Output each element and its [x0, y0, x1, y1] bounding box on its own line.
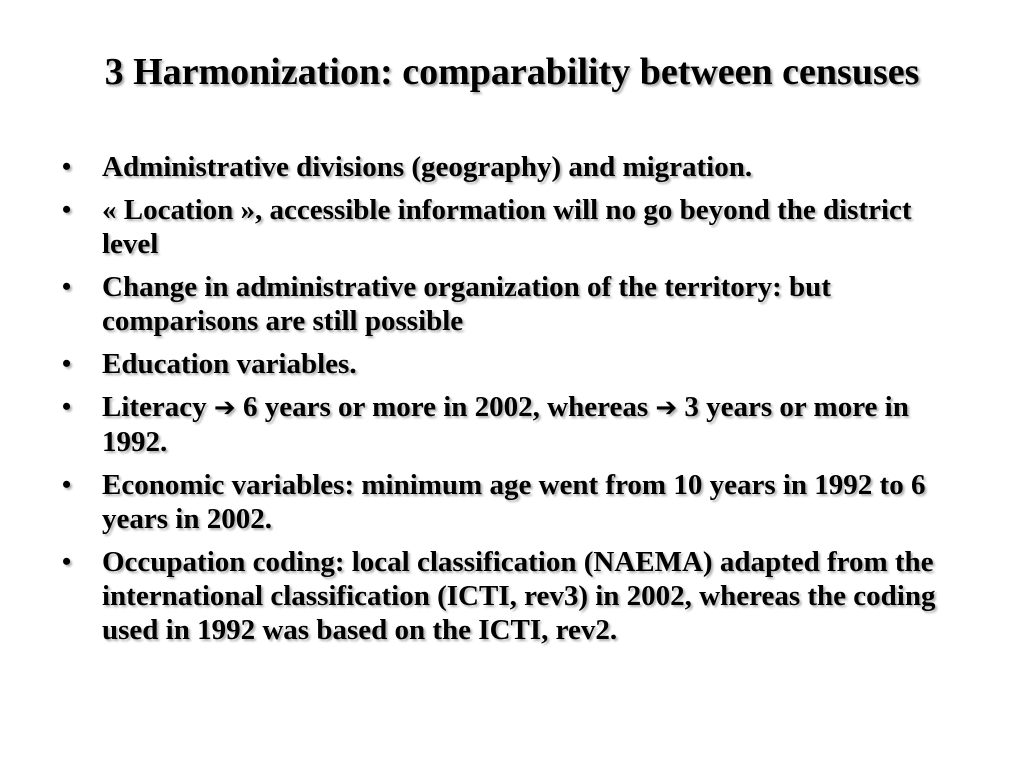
bullet-icon: •	[62, 392, 72, 421]
bullet-item-administrative-divisions	[60, 150, 970, 184]
bullet-text: Administrative divisions (geography) and migration.	[102, 151, 753, 183]
bullet-text: « Location », accessible information will no go beyond the district level	[102, 194, 912, 260]
bullet-text: Change in administrative organization of the territory: but comparisons are still possible	[102, 271, 831, 337]
bullet-item-occupation-coding	[60, 545, 970, 647]
bullet-text: Occupation coding: local classification (NAEMA) adapted from the international classification (ICTI, rev3) in 2002, whereas the coding used in 1992 was based on the ICTI, rev2.	[102, 546, 936, 646]
bullet-item-economic-variables	[60, 468, 970, 536]
bullet-icon: •	[62, 152, 72, 181]
right-arrow-icon: ➔	[213, 393, 236, 423]
bullet-item-location	[60, 193, 970, 261]
slide-title: 3 Harmonization: comparability between censuses	[104, 51, 920, 93]
bullet-icon: •	[62, 349, 72, 378]
bullet-item-education-variables	[60, 347, 970, 381]
bullet-icon: •	[62, 470, 72, 499]
bullet-item-administrative-organization	[60, 270, 970, 338]
bullet-text: Economic variables: minimum age went from 10 years in 1992 to 6 years in 2002.	[102, 469, 926, 535]
bullet-item-literacy	[60, 390, 970, 459]
bullet-icon: •	[62, 547, 72, 576]
right-arrow-icon: ➔	[655, 393, 678, 423]
bullet-text: Education variables.	[102, 348, 357, 380]
bullet-list	[60, 150, 970, 656]
bullet-icon: •	[62, 195, 72, 224]
bullet-text-part-1: Literacy	[102, 391, 214, 423]
bullet-icon: •	[62, 272, 72, 301]
bullet-text-part-3: 3 years or more in 1992.	[102, 391, 909, 458]
bullet-text-part-2: 6 years or more in 2002, whereas	[235, 391, 656, 423]
